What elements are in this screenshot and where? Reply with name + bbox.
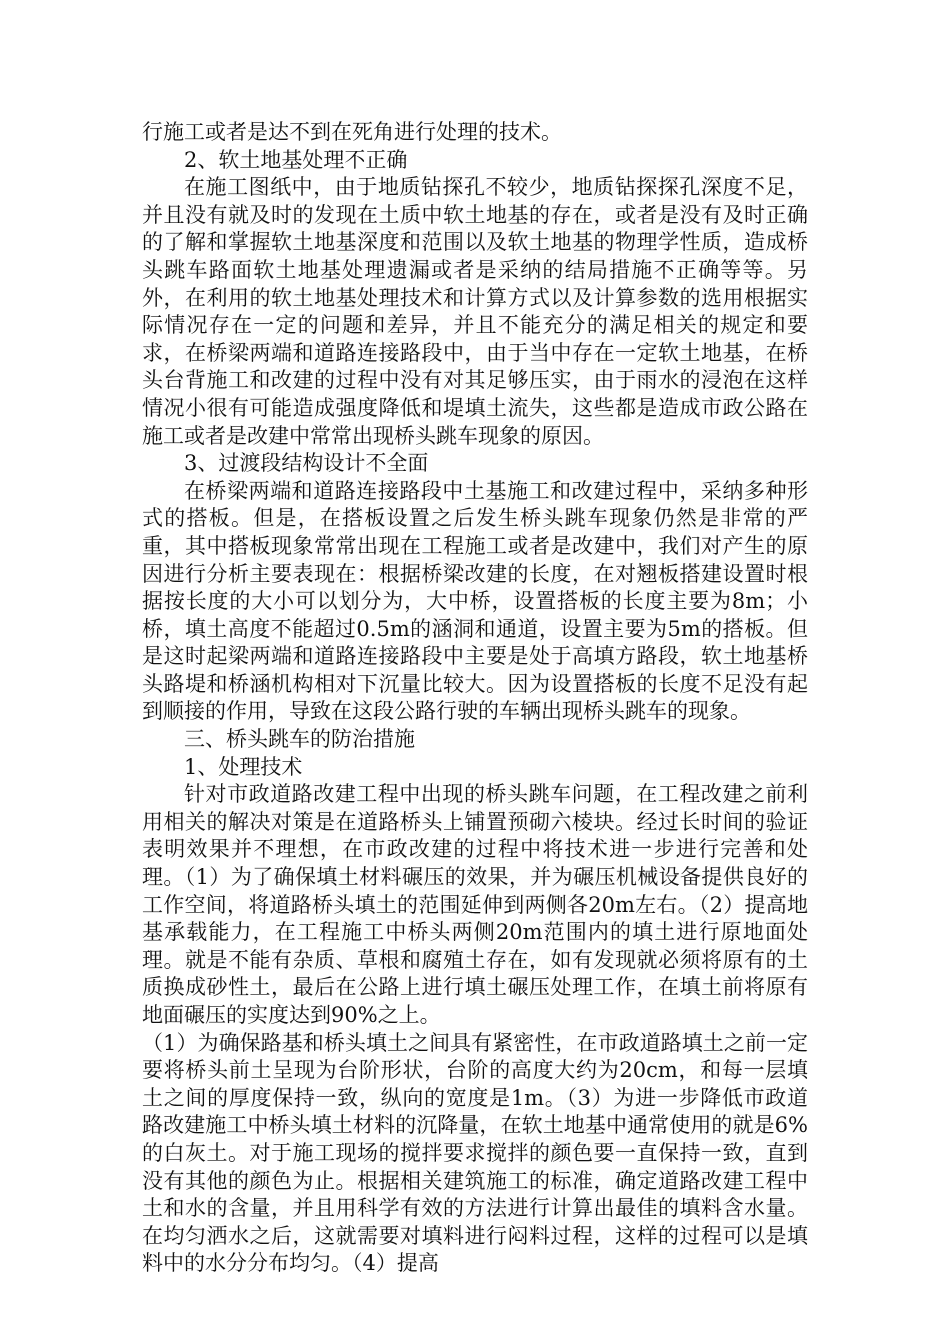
- subheading-soft-soil: 2、软土地基处理不正确: [184, 147, 408, 172]
- paragraph-treatment-technique: 针对市政道路改建工程中出现的桥头跳车问题，在工程改建之前利用相关的解决对策是在道路桥头上铺置预砌六棱块。经过长时间的验证表明效果并不理想，在市政改建的过程中将技术进一步进行完善和处理。（1）为了确保填土材料碾压的效果，并为碾压机械设备提供良好的工作空间，将道路桥头填土的范围延伸到两侧各20m左右。（2）提高地基承载能力，在工程施工中桥头两侧20m范围内的填土进行原地面处理。就是不能有杂质、草根和腐殖土存在，如有发现就必须将原有的土质换成砂性土，最后在公路上进行填土碾压处理工作，在填土前将原有地面碾压的实度达到90%之上。: [142, 782, 808, 1027]
- section-heading-prevention: 三、桥头跳车的防治措施: [184, 727, 415, 752]
- document-body: [142, 119, 808, 1278]
- paragraph-continuation: 行施工或者是达不到在死角进行处理的技术。: [142, 120, 562, 144]
- subheading-treatment-technique: 1、处理技术: [184, 754, 303, 779]
- paragraph-transition-section: 在桥梁两端和道路连接路段中土基施工和改建过程中，采纳多种形式的搭板。但是，在搭板设置之后发生桥头跳车现象仍然是非常的严重，其中搭板现象常常出现在工程施工或者是改建中，我们对产生的原因进行分析主要表现在：根据桥梁改建的长度，在对翘板搭建设置时根据按长度的大小可以划分为，大中桥，设置搭板的长度主要为8m；小桥，填土高度不能超过0.5m的涵洞和通道，设置主要为5m的搭板。但是这时起梁两端和道路连接路段中主要是处于高填方路段，软土地基桥头路堤和桥涵机构相对下沉量比较大。因为设置搭板的长度不足没有起到顺接的作用，导致在这段公路行驶的车辆出现桥头跳车的现象。: [142, 478, 808, 724]
- paragraph-soft-soil: 在施工图纸中，由于地质钻探孔不较少，地质钻探探孔深度不足，并且没有就及时的发现在土质中软土地基的存在，或者是没有及时正确的了解和掌握软土地基深度和范围以及软土地基的物理学性质，造成桥头跳车路面软土地基处理遗漏或者是采纳的结局措施不正确等等。另外，在利用的软土地基处理技术和计算方式以及计算参数的选用根据实际情况存在一定的问题和差异，并且不能充分的满足相关的规定和要求，在桥梁两端和道路连接路段中，由于当中存在一定软土地基，在桥头台背施工和改建的过程中没有对其足够压实，由于雨水的浸泡在这样情况小很有可能造成强度降低和堤填土流失，这些都是造成市政公路在施工或者是改建中常常出现桥头跳车现象的原因。: [142, 175, 808, 448]
- paragraph-measures: （1）为确保路基和桥头填土之间具有紧密性，在市政道路填土之前一定要将桥头前土呈现为台阶形状，台阶的高度大约为20cm，和每一层填土之间的厚度保持一致，纵向的宽度是1m。（3）为进一步降低市政道路改建施工中桥头填土材料的沉降量，在软土地基中通常使用的就是6%的白灰土。对于施工现场的搅拌要求搅拌的颜色要一直保持一致，直到没有其他的颜色为止。根据相关建筑施工的标准，确定道路改建工程中土和水的含量，并且用科学有效的方法进行计算出最佳的填料含水量。在均匀洒水之后，这就需要对填料进行闷料过程，这样的过程可以是填料中的水分分布均匀。（4）提高: [142, 1030, 808, 1276]
- subheading-transition-section: 3、过渡段结构设计不全面: [184, 451, 429, 476]
